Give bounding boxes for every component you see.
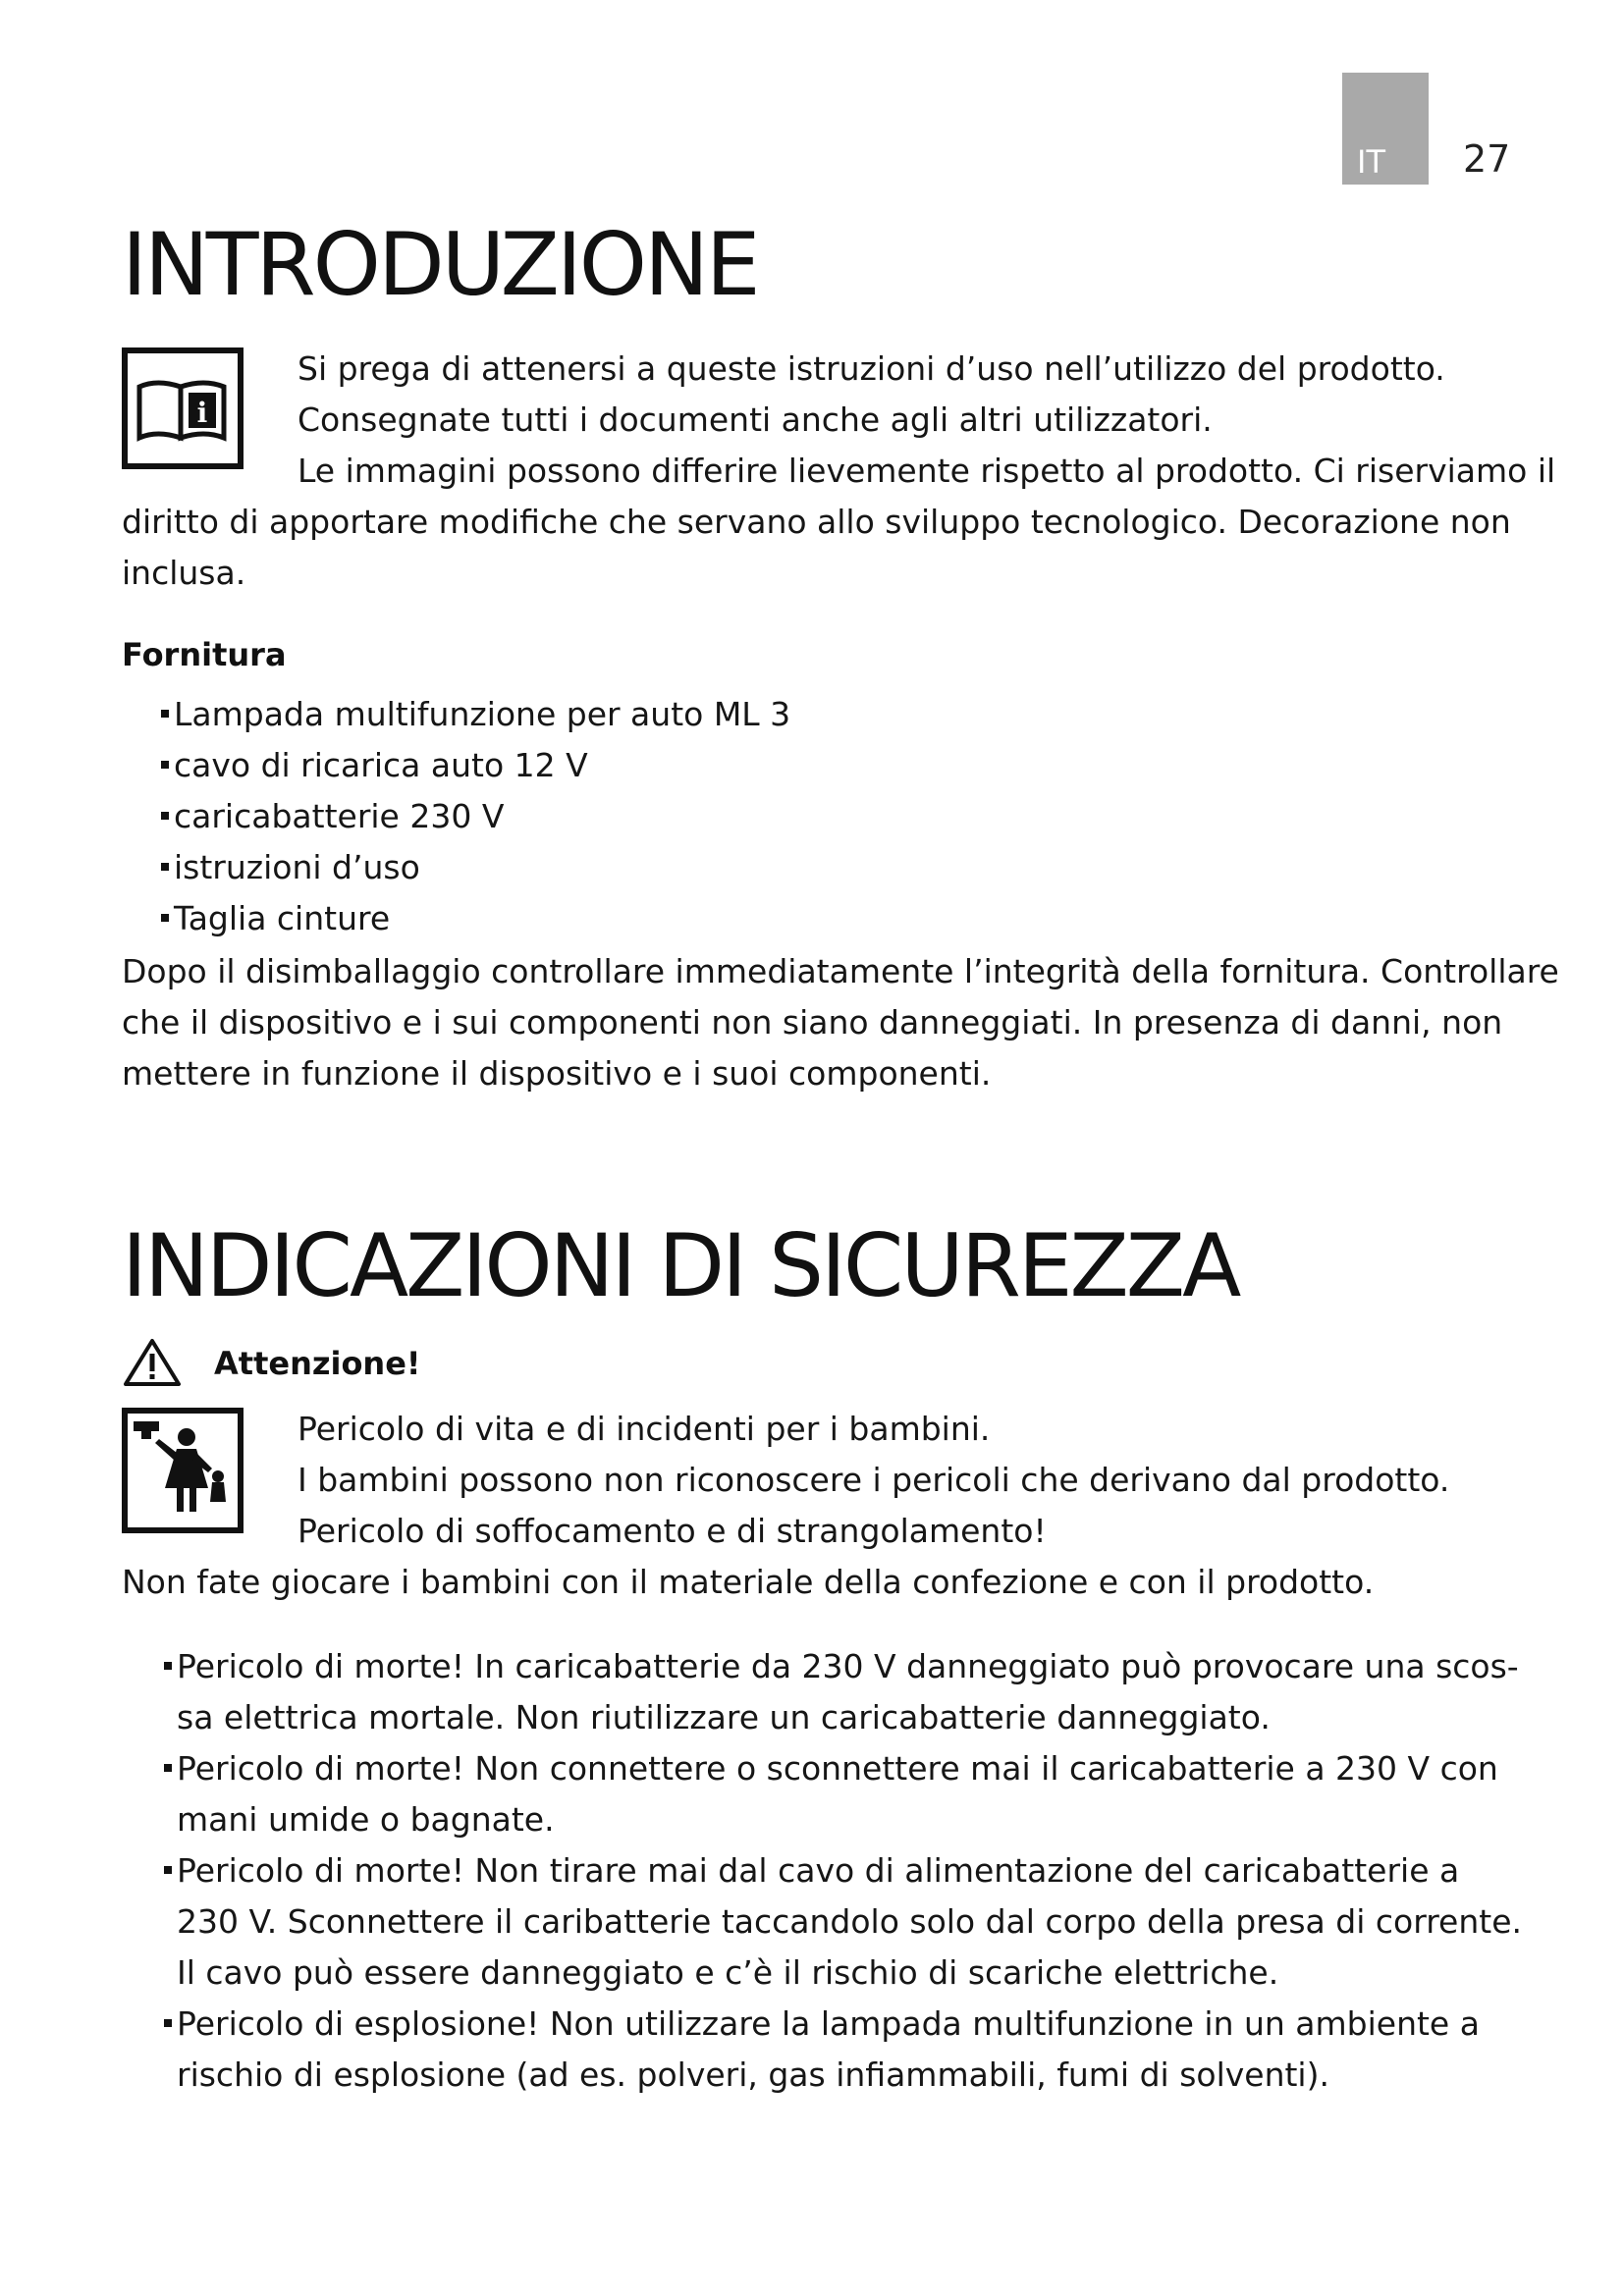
- list-item: [163, 1641, 1528, 1743]
- warning-label: Attenzione!: [214, 1345, 421, 1382]
- language-tab: [1342, 73, 1429, 185]
- intro-line-4: diritto di apportare modifiche che servano allo sviluppo tecnologico. Decorazione non: [122, 503, 1511, 541]
- list-item: [163, 1845, 1528, 1999]
- warning-3-line-1: Pericolo di morte! Non tirare mai dal cavo di alimentazione del caricabatterie a: [177, 1851, 1460, 1890]
- intro-line-1: Si prega di attenersi a queste istruzioni d’uso nell’utilizzo del prodotto.: [298, 349, 1445, 388]
- intro-line-3: Le immagini possono differire lievemente rispetto al prodotto. Ci riserviamo il: [298, 452, 1556, 490]
- child-line-3: Pericolo di soffocamento e di strangolamento!: [298, 1512, 1047, 1550]
- child-line-1: Pericolo di vita e di incidenti per i bambini.: [298, 1410, 991, 1448]
- child-hazard-icon: [122, 1408, 244, 1533]
- safety-title: INDICAZIONI DI SICUREZZA: [122, 1215, 1239, 1316]
- list-item: caricabatterie 230 V: [160, 791, 790, 842]
- manual-info-icon: [122, 347, 244, 469]
- warning-list: [163, 1641, 1528, 2101]
- warning-3-line-2: 230 V. Sconnettere il caribatterie taccandolo solo dal corpo della presa di corrente.: [177, 1902, 1522, 1941]
- warning-triangle-icon: [122, 1337, 183, 1388]
- language-tab-label: IT: [1357, 143, 1385, 181]
- list-item: [163, 1743, 1528, 1845]
- warning-1-line-2: sa elettrica mortale. Non riutilizzare un caricabatterie danneggiato.: [177, 1698, 1271, 1736]
- warning-2-line-2: mani umide o bagnate.: [177, 1800, 555, 1839]
- supply-heading: Fornitura: [122, 636, 287, 673]
- supply-paragraph-line-3: mettere in funzione il dispositivo e i suoi componenti.: [122, 1054, 992, 1093]
- supply-paragraph-line-1: Dopo il disimballaggio controllare immediatamente l’integrità della fornitura. Controllare: [122, 952, 1559, 990]
- intro-line-5: inclusa.: [122, 554, 246, 592]
- list-item: Lampada multifunzione per auto ML 3: [160, 689, 790, 740]
- list-item: cavo di ricarica auto 12 V: [160, 740, 790, 791]
- list-item: [163, 1999, 1528, 2101]
- list-item: istruzioni d’uso: [160, 842, 790, 893]
- child-note: Non fate giocare i bambini con il materiale della confezione e con il prodotto.: [122, 1563, 1375, 1601]
- intro-title: INTRODUZIONE: [122, 214, 758, 315]
- svg-text:i: i: [196, 397, 208, 429]
- supply-list: [160, 689, 790, 944]
- supply-paragraph-line-2: che il dispositivo e i sui componenti non siano danneggiati. In presenza di danni, non: [122, 1003, 1503, 1041]
- warning-4-line-2: rischio di esplosione (ad es. polveri, gas infiammabili, fumi di solventi).: [177, 2056, 1329, 2094]
- warning-3-line-3: Il cavo può essere danneggiato e c’è il rischio di scariche elettriche.: [177, 1953, 1279, 1992]
- list-item: Taglia cinture: [160, 893, 790, 944]
- child-line-2: I bambini possono non riconoscere i pericoli che derivano dal prodotto.: [298, 1461, 1450, 1499]
- page-number: 27: [1463, 137, 1511, 181]
- intro-line-2: Consegnate tutti i documenti anche agli altri utilizzatori.: [298, 400, 1213, 439]
- warning-4-line-1: Pericolo di esplosione! Non utilizzare la lampada multifunzione in un ambiente a: [177, 2004, 1480, 2043]
- warning-1-line-1: Pericolo di morte! In caricabatterie da 230 V danneggiato può provocare una scos-: [177, 1647, 1519, 1685]
- warning-2-line-1: Pericolo di morte! Non connettere o sconnettere mai il caricabatterie a 230 V con: [177, 1749, 1498, 1788]
